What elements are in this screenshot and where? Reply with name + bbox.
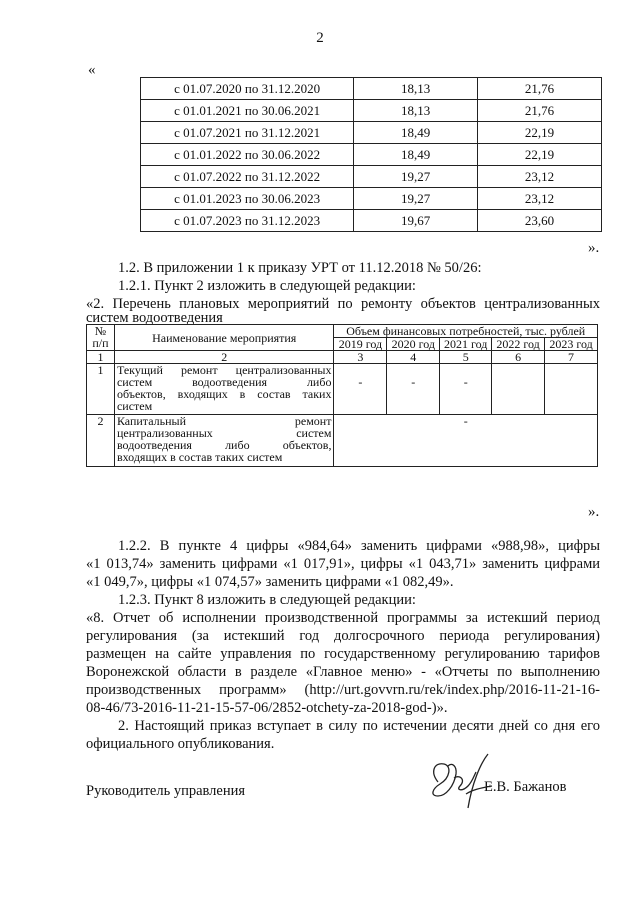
row-name-line: объектов, входящих в состав таких <box>116 387 332 401</box>
row-num: 2 <box>87 415 115 467</box>
col-number: 7 <box>545 351 598 364</box>
handwritten-signature <box>410 752 505 812</box>
row-name-line: систем водоотведения либо <box>116 375 332 389</box>
paragraph-2-line: официального опубликования. <box>86 736 275 752</box>
period-cell: с 01.07.2020 по 31.12.2020 <box>141 78 354 100</box>
col-number: 3 <box>334 351 387 364</box>
row-name-line: Текущий ремонт централизованных <box>116 363 332 377</box>
value-1-cell: 19,27 <box>354 166 478 188</box>
signer-name: Е.В. Бажанов <box>484 779 567 795</box>
table-row <box>87 364 598 415</box>
open-quote: « <box>88 62 96 78</box>
page-number: 2 <box>316 30 324 46</box>
period-cell: с 01.07.2021 по 31.12.2021 <box>141 122 354 144</box>
plan-table <box>86 324 598 467</box>
tariff-table <box>140 77 602 232</box>
paragraph-8-line: производственных программ» (http://urt.govvrn.ru/rek/index.php/2016-11-21-16- <box>86 682 600 698</box>
row-name-line: входящих в состав таких систем <box>116 450 283 464</box>
value-1-cell: 19,67 <box>354 210 478 232</box>
col-number: 5 <box>440 351 492 364</box>
value-2-cell: 23,12 <box>478 188 602 210</box>
list-title-line: «2. Перечень плановых мероприятий по ремонту объектов централизованных <box>86 296 600 312</box>
paragraph-1-2-2-line: 1.2.2. В пункте 4 цифры «984,64» заменить цифрами «988,98», цифры <box>118 538 600 554</box>
close-quote: ». <box>588 240 600 256</box>
value-2-cell: 21,76 <box>478 100 602 122</box>
header-year: 2022 год <box>492 338 545 351</box>
value-2-cell: 22,19 <box>478 144 602 166</box>
row-value <box>545 364 598 415</box>
row-name <box>114 415 334 467</box>
header-year: 2020 год <box>387 338 440 351</box>
paragraph-8-line: Воронежской области в разделе «Главное меню» - «Отчеты по выполнению <box>86 664 600 680</box>
row-value <box>492 364 545 415</box>
header-year: 2023 год <box>545 338 598 351</box>
paragraph-1-2-1: 1.2.1. Пункт 2 изложить в следующей редакции: <box>118 278 416 294</box>
value-2-cell: 23,60 <box>478 210 602 232</box>
paragraph-1-2: 1.2. В приложении 1 к приказу УРТ от 11.12.2018 № 50/26: <box>118 260 482 276</box>
row-num: 1 <box>87 364 115 415</box>
row-value: - <box>440 364 492 415</box>
paragraph-1-2-2-line: «1 013,74» заменить цифрами «1 017,91», цифры «1 043,71» заменить цифрами <box>86 556 600 572</box>
period-cell: с 01.01.2023 по 30.06.2023 <box>141 188 354 210</box>
paragraph-8-line: 08-46/73-2016-11-21-15-57-06/2852-otchety-za-2018-god-)». <box>86 700 448 716</box>
header-volume: Объем финансовых потребностей, тыс. рублей <box>334 325 598 338</box>
paragraph-2-line: 2. Настоящий приказ вступает в силу по истечении десяти дней со дня его <box>118 718 600 734</box>
row-name-line: Капитальный ремонт <box>116 414 332 428</box>
header-year: 2019 год <box>334 338 387 351</box>
value-1-cell: 19,27 <box>354 188 478 210</box>
period-cell: с 01.01.2022 по 30.06.2022 <box>141 144 354 166</box>
table-row <box>141 166 602 188</box>
value-1-cell: 18,49 <box>354 144 478 166</box>
table-row <box>141 100 602 122</box>
table-row <box>141 78 602 100</box>
col-number: 1 <box>87 351 115 364</box>
close-quote: ». <box>588 504 600 520</box>
table-row <box>141 210 602 232</box>
period-cell: с 01.01.2021 по 30.06.2021 <box>141 100 354 122</box>
period-cell: с 01.07.2022 по 31.12.2022 <box>141 166 354 188</box>
col-number: 2 <box>114 351 334 364</box>
row-value: - <box>334 364 387 415</box>
list-title-line: систем водоотведения <box>86 310 223 326</box>
period-cell: с 01.07.2023 по 31.12.2023 <box>141 210 354 232</box>
row-name-line: систем <box>116 399 153 413</box>
paragraph-1-2-2-line: «1 049,7», цифры «1 074,57» заменить цифрами «1 082,49». <box>86 574 454 590</box>
paragraph-1-2-3: 1.2.3. Пункт 8 изложить в следующей редакции: <box>118 592 416 608</box>
table-row <box>87 415 598 467</box>
row-name-line: централизованных систем <box>116 426 332 440</box>
row-merged-value: - <box>334 415 598 467</box>
header-num: № п/п <box>87 325 115 351</box>
value-2-cell: 22,19 <box>478 122 602 144</box>
paragraph-8-line: размещен на сайте управления по государственному регулированию тарифов <box>86 646 600 662</box>
header-name: Наименование мероприятия <box>114 325 334 351</box>
value-2-cell: 23,12 <box>478 166 602 188</box>
row-name-line: водоотведения либо объектов, <box>116 438 332 452</box>
table-row <box>141 122 602 144</box>
value-1-cell: 18,49 <box>354 122 478 144</box>
header-year: 2021 год <box>440 338 492 351</box>
value-1-cell: 18,13 <box>354 100 478 122</box>
col-number: 4 <box>387 351 440 364</box>
signer-title: Руководитель управления <box>86 783 246 799</box>
paragraph-8-line: «8. Отчет об исполнении производственной программы за истекший период <box>86 610 600 626</box>
paragraph-8-line: регулирования (за истекший год долгосрочного периода регулирования) <box>86 628 600 644</box>
row-name <box>114 364 334 415</box>
row-value: - <box>387 364 440 415</box>
value-1-cell: 18,13 <box>354 78 478 100</box>
table-row <box>141 188 602 210</box>
value-2-cell: 21,76 <box>478 78 602 100</box>
table-row <box>141 144 602 166</box>
col-number: 6 <box>492 351 545 364</box>
